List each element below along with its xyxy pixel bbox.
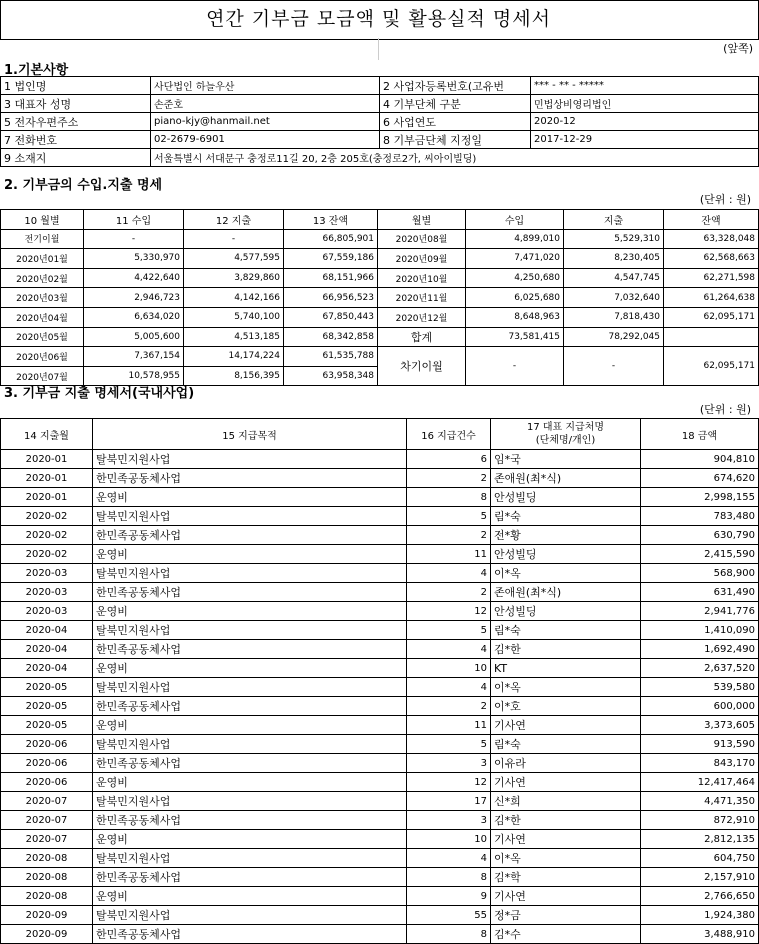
month-cell: 2020-01 [1, 450, 93, 469]
month-cell: 2020-02 [1, 526, 93, 545]
month-cell: 2020-06 [1, 735, 93, 754]
purpose-cell: 운영비 [93, 716, 407, 735]
table-row [1, 811, 759, 830]
summary-row [1, 327, 759, 347]
address-label: 9 소재지 [1, 149, 151, 167]
amount-cell: 2,998,155 [641, 488, 759, 507]
info-value: 02-2679-6901 [151, 131, 380, 149]
month-cell: 2020년04월 [1, 307, 84, 327]
expense-cell: 4,547,745 [564, 268, 664, 288]
amount-cell: 2,415,590 [641, 545, 759, 564]
table-row [1, 887, 759, 906]
info-label: 6 사업연도 [380, 113, 531, 131]
balance-cell: 66,805,901 [284, 229, 378, 249]
count-cell: 12 [407, 602, 491, 621]
purpose-cell: 한민족공동체사업 [93, 811, 407, 830]
column-header [491, 419, 641, 450]
expense-cell: 5,740,100 [184, 307, 284, 327]
payee-cell: 기사연 [491, 716, 641, 735]
purpose-cell: 한민족공동체사업 [93, 526, 407, 545]
info-value: 민법상비영리법인 [531, 95, 759, 113]
summary-row [1, 268, 759, 288]
month-cell: 2020-06 [1, 773, 93, 792]
month-cell: 2020년01월 [1, 249, 84, 269]
amount-cell: 674,620 [641, 469, 759, 488]
amount-cell: 2,941,776 [641, 602, 759, 621]
payee-cell: 김*한 [491, 811, 641, 830]
info-label: 7 전화번호 [1, 131, 151, 149]
amount-cell: 600,000 [641, 697, 759, 716]
month-cell: 2020-01 [1, 488, 93, 507]
month-cell: 2020-05 [1, 678, 93, 697]
balance-cell: 61,535,788 [284, 347, 378, 367]
income-cell: 6,634,020 [84, 307, 184, 327]
count-cell: 2 [407, 469, 491, 488]
carry-expense: - [564, 347, 664, 386]
balance-cell: 61,264,638 [664, 288, 759, 308]
count-cell: 11 [407, 716, 491, 735]
table-row [1, 849, 759, 868]
table-row [1, 450, 759, 469]
table-row [1, 507, 759, 526]
table-row [1, 735, 759, 754]
count-cell: 10 [407, 830, 491, 849]
purpose-cell: 한민족공동체사업 [93, 754, 407, 773]
info-label: 8 기부금단체 지정일 [380, 131, 531, 149]
column-header: 12 지출 [184, 210, 284, 230]
carry-label: 차기이월 [378, 347, 466, 386]
income-expense-table [0, 209, 759, 386]
amount-cell: 568,900 [641, 564, 759, 583]
purpose-cell: 탈북민지원사업 [93, 450, 407, 469]
count-cell: 6 [407, 450, 491, 469]
purpose-cell: 탈북민지원사업 [93, 678, 407, 697]
payee-cell: 기사연 [491, 830, 641, 849]
expense-cell: 4,513,185 [184, 327, 284, 347]
month-cell: 2020년11월 [378, 288, 466, 308]
month-cell: 2020-03 [1, 602, 93, 621]
month-cell: 2020년06월 [1, 347, 84, 367]
month-cell: 2020년08월 [378, 229, 466, 249]
table-row [1, 830, 759, 849]
column-header: 월별 [378, 210, 466, 230]
count-cell: 5 [407, 735, 491, 754]
info-value: 사단법인 하늘우산 [151, 77, 380, 95]
balance-cell: 67,850,443 [284, 307, 378, 327]
amount-cell: 913,590 [641, 735, 759, 754]
payee-cell: 신*희 [491, 792, 641, 811]
column-header: 지출 [564, 210, 664, 230]
month-cell: 2020-09 [1, 906, 93, 925]
amount-cell: 4,471,350 [641, 792, 759, 811]
carry-balance: 62,095,171 [664, 347, 759, 386]
month-cell: 2020-03 [1, 564, 93, 583]
column-header: 16 지급건수 [407, 419, 491, 450]
summary-header-row [1, 210, 759, 230]
month-cell: 2020년10월 [378, 268, 466, 288]
column-header: 잔액 [664, 210, 759, 230]
income-cell: 4,899,010 [466, 229, 564, 249]
expense-cell: 4,142,166 [184, 288, 284, 308]
purpose-cell: 운영비 [93, 545, 407, 564]
count-cell: 3 [407, 811, 491, 830]
info-row [1, 113, 759, 131]
amount-cell: 783,480 [641, 507, 759, 526]
month-cell: 2020년05월 [1, 327, 84, 347]
count-cell: 2 [407, 526, 491, 545]
month-cell: 2020-05 [1, 716, 93, 735]
table-row [1, 925, 759, 944]
header-line: (단체명/개인) [535, 435, 596, 446]
balance-cell: 62,271,598 [664, 268, 759, 288]
month-cell: 2020-08 [1, 868, 93, 887]
balance-cell: 63,958,348 [284, 366, 378, 386]
amount-cell: 604,750 [641, 849, 759, 868]
month-cell: 2020년07월 [1, 366, 84, 386]
count-cell: 8 [407, 925, 491, 944]
purpose-cell: 운영비 [93, 830, 407, 849]
purpose-cell: 한민족공동체사업 [93, 583, 407, 602]
table-row [1, 754, 759, 773]
amount-cell: 2,812,135 [641, 830, 759, 849]
summary-row [1, 229, 759, 249]
month-cell: 2020-04 [1, 621, 93, 640]
month-cell: 2020-08 [1, 849, 93, 868]
table-row [1, 583, 759, 602]
info-value: 손준호 [151, 95, 380, 113]
month-cell: 2020-07 [1, 830, 93, 849]
purpose-cell: 운영비 [93, 488, 407, 507]
balance-cell: 63,328,048 [664, 229, 759, 249]
total-expense: 78,292,045 [564, 327, 664, 347]
balance-cell: 68,342,858 [284, 327, 378, 347]
month-cell: 2020년12월 [378, 307, 466, 327]
purpose-cell: 한민족공동체사업 [93, 697, 407, 716]
count-cell: 12 [407, 773, 491, 792]
month-cell: 2020-05 [1, 697, 93, 716]
income-cell: 5,005,600 [84, 327, 184, 347]
table-row [1, 469, 759, 488]
detail-header-row [1, 419, 759, 450]
month-cell: 2020-08 [1, 887, 93, 906]
month-cell: 2020-09 [1, 925, 93, 944]
count-cell: 3 [407, 754, 491, 773]
total-label: 합계 [378, 327, 466, 347]
payee-cell: 이*호 [491, 697, 641, 716]
amount-cell: 12,417,464 [641, 773, 759, 792]
month-cell: 2020-02 [1, 545, 93, 564]
balance-cell: 66,956,523 [284, 288, 378, 308]
count-cell: 4 [407, 640, 491, 659]
info-label: 3 대표자 성명 [1, 95, 151, 113]
count-cell: 4 [407, 564, 491, 583]
header-line: 17 대표 지급처명 [526, 422, 605, 433]
purpose-cell: 한민족공동체사업 [93, 640, 407, 659]
balance-cell: 67,559,186 [284, 249, 378, 269]
table-row [1, 659, 759, 678]
payee-cell: 임*국 [491, 450, 641, 469]
table-row [1, 488, 759, 507]
count-cell: 8 [407, 488, 491, 507]
column-header: 10 월별 [1, 210, 84, 230]
payee-cell: 안성빌딩 [491, 545, 641, 564]
expense-cell: 8,230,405 [564, 249, 664, 269]
amount-cell: 2,157,910 [641, 868, 759, 887]
section2-unit: (단위 : 원) [699, 193, 751, 206]
summary-row [1, 347, 759, 367]
purpose-cell: 탈북민지원사업 [93, 564, 407, 583]
payee-cell: 이유라 [491, 754, 641, 773]
expense-cell: 3,829,860 [184, 268, 284, 288]
expense-cell: 4,577,595 [184, 249, 284, 269]
info-row [1, 131, 759, 149]
purpose-cell: 탈북민지원사업 [93, 792, 407, 811]
payee-cell: 이*옥 [491, 564, 641, 583]
month-cell: 2020년03월 [1, 288, 84, 308]
column-header: 14 지출월 [1, 419, 93, 450]
info-label: 5 전자우편주소 [1, 113, 151, 131]
month-cell: 2020-03 [1, 583, 93, 602]
count-cell: 9 [407, 887, 491, 906]
carry-income: - [466, 347, 564, 386]
table-row [1, 621, 759, 640]
expense-cell: 7,032,640 [564, 288, 664, 308]
purpose-cell: 탈북민지원사업 [93, 906, 407, 925]
payee-cell: 존애원(최*식) [491, 583, 641, 602]
month-cell: 2020-07 [1, 811, 93, 830]
payee-cell: 이*옥 [491, 678, 641, 697]
income-cell: 4,250,680 [466, 268, 564, 288]
table-row [1, 564, 759, 583]
column-header: 13 잔액 [284, 210, 378, 230]
purpose-cell: 운영비 [93, 887, 407, 906]
payee-cell: 림*숙 [491, 507, 641, 526]
front-side-label: (앞쪽) [723, 42, 753, 55]
month-cell: 2020-01 [1, 469, 93, 488]
table-row [1, 697, 759, 716]
purpose-cell: 운영비 [93, 773, 407, 792]
address-value: 서울특별시 서대문구 충정로11길 20, 2층 205호(충정로2가, 씨아이빌딩) [151, 149, 759, 167]
purpose-cell: 한민족공동체사업 [93, 868, 407, 887]
info-label: 4 기부단체 구분 [380, 95, 531, 113]
purpose-cell: 탈북민지원사업 [93, 507, 407, 526]
info-value: 2017-12-29 [531, 131, 759, 149]
info-row-address [1, 149, 759, 167]
count-cell: 2 [407, 583, 491, 602]
amount-cell: 3,488,910 [641, 925, 759, 944]
purpose-cell: 탈북민지원사업 [93, 621, 407, 640]
table-row [1, 640, 759, 659]
payee-cell: 기사연 [491, 887, 641, 906]
balance-cell: 62,095,171 [664, 307, 759, 327]
table-row [1, 526, 759, 545]
info-label: 2 사업자등록번호(고유번 [380, 77, 531, 95]
count-cell: 55 [407, 906, 491, 925]
divider [378, 38, 379, 60]
purpose-cell: 운영비 [93, 659, 407, 678]
summary-row [1, 288, 759, 308]
amount-cell: 3,373,605 [641, 716, 759, 735]
income-cell: 2,946,723 [84, 288, 184, 308]
section3-heading: 3. 기부금 지출 명세서(국내사업) [4, 386, 195, 401]
payee-cell: 이*옥 [491, 849, 641, 868]
amount-cell: 872,910 [641, 811, 759, 830]
column-header: 15 지급목적 [93, 419, 407, 450]
table-row [1, 773, 759, 792]
section3-unit: (단위 : 원) [699, 403, 751, 416]
table-row [1, 545, 759, 564]
count-cell: 17 [407, 792, 491, 811]
payee-cell: 기사연 [491, 773, 641, 792]
expense-detail-table [0, 418, 759, 944]
info-row [1, 77, 759, 95]
amount-cell: 1,410,090 [641, 621, 759, 640]
payee-cell: 김*한 [491, 640, 641, 659]
table-row [1, 678, 759, 697]
purpose-cell: 한민족공동체사업 [93, 925, 407, 944]
table-row [1, 716, 759, 735]
total-income: 73,581,415 [466, 327, 564, 347]
income-cell: - [84, 229, 184, 249]
income-cell: 6,025,680 [466, 288, 564, 308]
income-cell: 7,367,154 [84, 347, 184, 367]
purpose-cell: 운영비 [93, 602, 407, 621]
month-cell: 2020-04 [1, 659, 93, 678]
income-cell: 4,422,640 [84, 268, 184, 288]
count-cell: 4 [407, 849, 491, 868]
income-cell: 7,471,020 [466, 249, 564, 269]
table-row [1, 868, 759, 887]
month-cell: 2020-07 [1, 792, 93, 811]
count-cell: 10 [407, 659, 491, 678]
table-row [1, 792, 759, 811]
info-label: 1 법인명 [1, 77, 151, 95]
amount-cell: 1,924,380 [641, 906, 759, 925]
purpose-cell: 한민족공동체사업 [93, 469, 407, 488]
count-cell: 11 [407, 545, 491, 564]
count-cell: 5 [407, 621, 491, 640]
amount-cell: 2,766,650 [641, 887, 759, 906]
purpose-cell: 탈북민지원사업 [93, 735, 407, 754]
count-cell: 2 [407, 697, 491, 716]
section2-heading: 2. 기부금의 수입.지출 명세 [4, 178, 163, 193]
income-cell: 10,578,955 [84, 366, 184, 386]
expense-cell: 5,529,310 [564, 229, 664, 249]
info-value: piano-kjy@hanmail.net [151, 113, 380, 131]
payee-cell: 김*학 [491, 868, 641, 887]
balance-cell: 68,151,966 [284, 268, 378, 288]
info-value: 2020-12 [531, 113, 759, 131]
balance-cell: 62,568,663 [664, 249, 759, 269]
summary-row [1, 249, 759, 269]
payee-cell: 안성빌딩 [491, 602, 641, 621]
count-cell: 4 [407, 678, 491, 697]
month-cell: 2020-02 [1, 507, 93, 526]
amount-cell: 631,490 [641, 583, 759, 602]
count-cell: 5 [407, 507, 491, 526]
table-row [1, 906, 759, 925]
amount-cell: 539,580 [641, 678, 759, 697]
payee-cell: KT [491, 659, 641, 678]
total-balance [664, 327, 759, 347]
expense-cell: 14,174,224 [184, 347, 284, 367]
section1-heading: 1.기본사항 [4, 63, 69, 78]
payee-cell: 림*숙 [491, 735, 641, 754]
expense-cell: - [184, 229, 284, 249]
purpose-cell: 탈북민지원사업 [93, 849, 407, 868]
expense-cell: 8,156,395 [184, 366, 284, 386]
payee-cell: 안성빌딩 [491, 488, 641, 507]
income-cell: 5,330,970 [84, 249, 184, 269]
month-cell: 2020년02월 [1, 268, 84, 288]
income-cell: 8,648,963 [466, 307, 564, 327]
document-title: 연간 기부금 모금액 및 활용실적 명세서 [206, 8, 551, 30]
month-cell: 2020-04 [1, 640, 93, 659]
amount-cell: 1,692,490 [641, 640, 759, 659]
payee-cell: 림*숙 [491, 621, 641, 640]
column-header: 18 금액 [641, 419, 759, 450]
basic-info-table [0, 76, 759, 167]
count-cell: 8 [407, 868, 491, 887]
payee-cell: 김*수 [491, 925, 641, 944]
month-cell: 전기이월 [1, 229, 84, 249]
amount-cell: 904,810 [641, 450, 759, 469]
table-row [1, 602, 759, 621]
amount-cell: 630,790 [641, 526, 759, 545]
month-cell: 2020-06 [1, 754, 93, 773]
amount-cell: 2,637,520 [641, 659, 759, 678]
payee-cell: 존애원(최*식) [491, 469, 641, 488]
column-header: 11 수입 [84, 210, 184, 230]
summary-row [1, 307, 759, 327]
info-value: *** - ** - ***** [531, 77, 759, 95]
column-header: 수입 [466, 210, 564, 230]
amount-cell: 843,170 [641, 754, 759, 773]
payee-cell: 전*황 [491, 526, 641, 545]
payee-cell: 정*금 [491, 906, 641, 925]
expense-cell: 7,818,430 [564, 307, 664, 327]
info-row [1, 95, 759, 113]
month-cell: 2020년09월 [378, 249, 466, 269]
